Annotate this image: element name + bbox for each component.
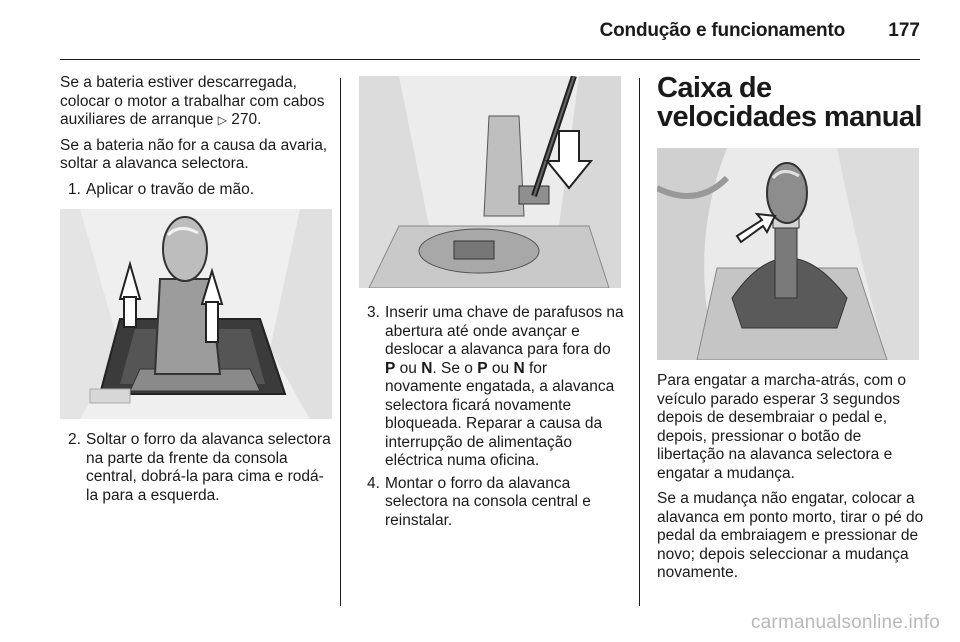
paragraph-reverse-gear: Para engatar a marcha-atrás, com o veículo parado esperar 3 segundos depois de desembraiar o pedal e, depois, pressionar o botão de libertação na alavanca selectora e engatar a mudança. [657, 372, 906, 482]
paragraph-gear-not-engaged: Se a mudança não engatar, colocar a alavanca em ponto morto, tirar o pé do pedal da embraiagem e pressionar de novo; depois seleccionar a mudança novamente. [657, 490, 924, 581]
column-divider-1 [340, 78, 341, 606]
steps-list-2 [60, 431, 332, 505]
column-1 [60, 74, 332, 505]
column-3 [657, 74, 925, 590]
figure-manual-gearshift [657, 148, 919, 360]
column-divider-2 [639, 78, 640, 606]
steps-list-3 [359, 304, 624, 530]
page-title: Condução e funcionamento [599, 20, 845, 41]
paragraph-release: Se a bateria não for a causa da avaria, soltar a alavanca selectora. [60, 136, 328, 172]
column-2 [359, 74, 624, 530]
page-number: 177 [888, 20, 920, 41]
paragraph-battery: Se a bateria estiver descarregada, colocar o motor a trabalhar com cabos auxiliares de arranque ▷ 270. [60, 74, 325, 128]
step-1: 1. Aplicar o travão de mão. [68, 180, 255, 198]
step-4: 4. Montar o forro da alavanca selectora na consola central e reinstalar. [367, 474, 591, 529]
steps-list-1 [60, 181, 332, 200]
section-heading: Caixa de velocidades manual [657, 72, 922, 133]
step-3: 3. Inserir uma chave de parafusos na abertura até onde avançar e deslocar a alavanca para fora do P ou N. Se o P ou N for novamente engatada, a alavanca selectora ficará novamente bloqueada. Reparar a causa da interrupção de alimentação eléctrica numa oficina. [367, 304, 624, 469]
header-rule [60, 59, 920, 60]
step-2: 2. Soltar o forro da alavanca selectora na parte da frente da consola central, dobrá-la para cima e rodá-la para a esquerda. [68, 431, 331, 504]
watermark: carmanualsonline.info [750, 612, 940, 633]
figure-selector-lever [60, 209, 332, 419]
reference-arrow-icon: ▷ [217, 113, 227, 127]
figure-screwdriver [359, 76, 621, 288]
